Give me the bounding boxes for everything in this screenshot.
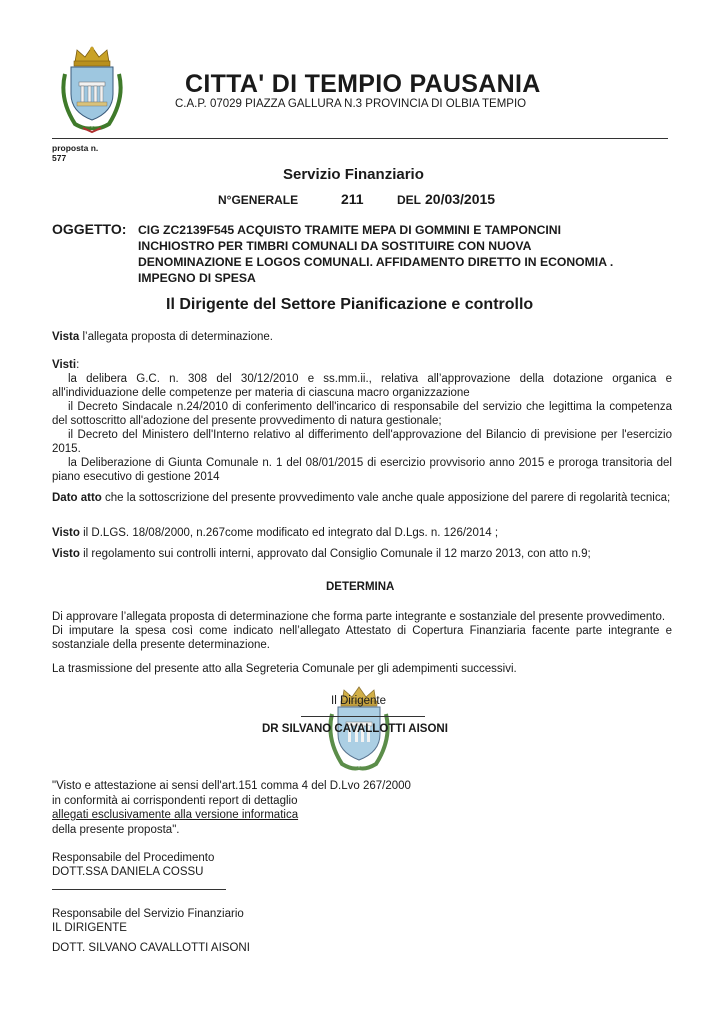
general-number-label: N°GENERALE [218, 193, 299, 207]
vista-paragraph: Vista l’allegata proposta di determinazione. [52, 331, 273, 343]
date-label: DEL [397, 193, 421, 207]
procedimento-signature-line [52, 889, 226, 890]
visti-item: la Deliberazione di Giunta Comunale n. 1 del 08/01/2015 di esercizio provvisorio anno 2015 e proroga transitoria del piano esecutivo di gestione 2014 [52, 457, 672, 483]
service-heading: Servizio Finanziario [283, 166, 424, 183]
determina-body: Di approvare l’allegata proposta di determinazione che forma parte integrante e sostanziale del presente provvedimento. Di imputare la spesa così come indicato nell’allegato Attestato di Copertura Finanziaria facente parte integrante e sostanziale della presente determinazione. La trasmissione del presente atto alla Segreteria Comunale per gli adempimenti successivi. [52, 611, 672, 675]
visti-section: Visti: la delibera G.C. n. 308 del 30/12/2010 e ss.mm.ii., relativa all’approvazione della dotazione organica e all'individuazione delle competenze per materia di ciascuna macro organizzazione il Decreto Sindacale n.24/2010 di conferimento dell'incarico di responsabile del servizio che legittima la competenza del sottoscritto all'adozione del presente provvedimento di natura gestionale; il Decreto del Ministero dell'Interno relativo al differimento dell'approvazione del Bilancio di previsione per l'esercizio 2015. la Deliberazione di Giunta Comunale n. 1 del 08/01/2015 di esercizio provvisorio anno 2015 e proroga transitoria del piano esecutivo di gestione 2014 [52, 359, 672, 483]
determina-heading: DETERMINA [326, 581, 395, 593]
oggetto-label: OGGETTO: [52, 221, 127, 237]
municipal-crest-logo [55, 44, 129, 134]
proposta-number: proposta n. 577 [52, 143, 99, 163]
oggetto-text: CIG ZC2139F545 ACQUISTO TRAMITE MEPA DI GOMMINI E TAMPONCINI INCHIOSTRO PER TIMBRI COMUNALI DA SOSTITUIRE CON NUOVA DENOMINAZIONE E LOGOS COMUNALI. AFFIDAMENTO DIRETTO IN ECONOMIA . IMPEGNO DI SPESA [138, 223, 614, 285]
signature-line [301, 716, 425, 717]
visti-item: il Decreto del Ministero dell'Interno relativo al differimento dell'approvazione del Bilancio di previsione per l'esercizio 2015. [52, 429, 672, 455]
dirigente-heading: Il Dirigente del Settore Pianificazione e controllo [166, 296, 534, 313]
registration-date: 20/03/2015 [425, 191, 496, 207]
signature-name: DR SILVANO CAVALLOTTI AISONI [262, 723, 448, 735]
responsabile-finanziario: Responsabile del Servizio Finanziario IL DIRIGENTE DOTT. SILVANO CAVALLOTTI AISONI [52, 908, 250, 954]
visto-dlgs-paragraph: Visto il D.LGS. 18/08/2000, n.267come modificato ed integrato dal D.Lgs. n. 126/2014 ; [52, 527, 499, 539]
header-divider [52, 138, 668, 139]
visto-regolamento-paragraph: Visto il regolamento sui controlli interni, approvato dal Consiglio Comunale il 12 marzo 2013, con atto n.9; [52, 548, 591, 560]
signature-title: Il Dirigente [331, 695, 386, 707]
responsabile-procedimento: Responsabile del Procedimento DOTT.SSA DANIELA COSSU [52, 852, 215, 878]
visti-item: il Decreto Sindacale n.24/2010 di conferimento dell'incarico di responsabile del servizio che legittima la competenza del sottoscritto all'adozione del presente provvedimento di natura gestionale; [52, 401, 672, 427]
city-address: C.A.P. 07029 PIAZZA GALLURA N.3 PROVINCIA DI OLBIA TEMPIO [175, 98, 527, 110]
city-name: CITTA' DI TEMPIO PAUSANIA [185, 70, 541, 98]
visti-item: la delibera G.C. n. 308 del 30/12/2010 e ss.mm.ii., relativa all’approvazione della dotazione organica e all'individuazione delle competenze per materia di ciascuna macro organizzazione [52, 373, 672, 399]
dato-atto-paragraph: Dato atto che la sottoscrizione del presente provvedimento vale anche quale apposizione del parere di regolarità tecnica; [52, 492, 671, 504]
general-number: 211 [341, 191, 364, 207]
attestation-block: "Visto e attestazione ai sensi dell'art.151 comma 4 del D.Lvo 267/2000 in conformità ai corrispondenti report di dettaglio allegati esclusivamente alla versione informatica della presente proposta". [52, 780, 411, 836]
